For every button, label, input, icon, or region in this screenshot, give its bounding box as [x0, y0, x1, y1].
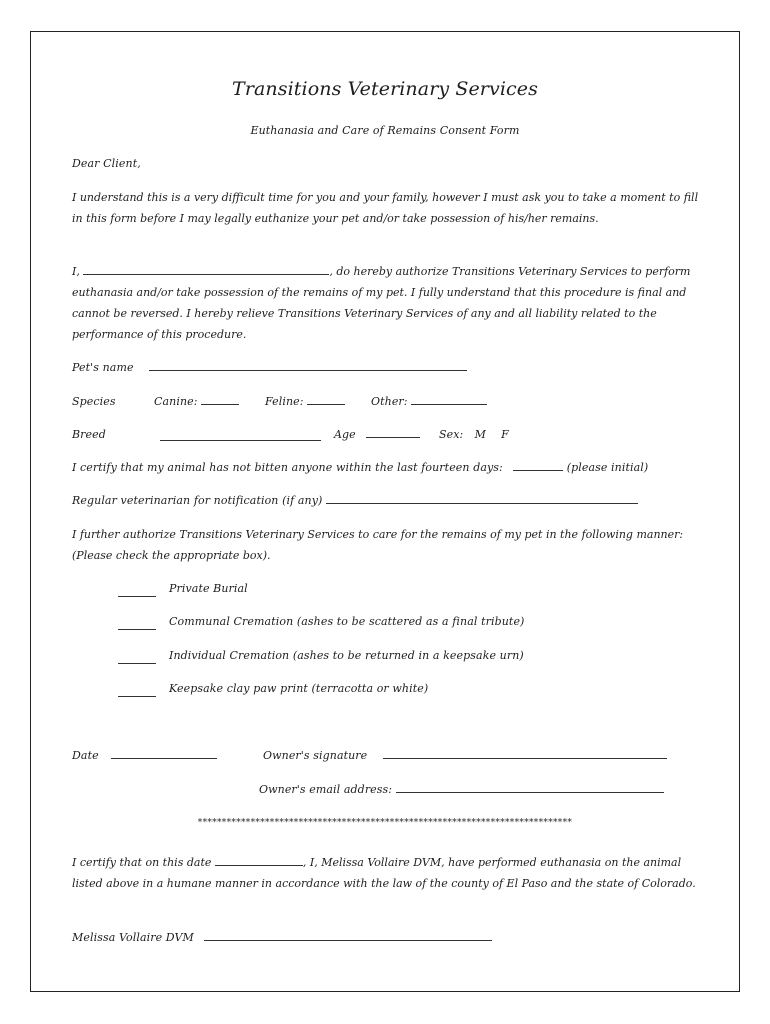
option-label-communal-cremation: Communal Cremation (ashes to be scattered as a final tribute) — [169, 615, 525, 628]
option-label-paw-print: Keepsake clay paw print (terracotta or white) — [169, 682, 429, 695]
other-field[interactable] — [411, 395, 487, 405]
vet-certify-prefix: I certify that on this date — [72, 856, 212, 869]
greeting: Dear Client, — [72, 157, 141, 170]
form-title: Transitions Veterinary Services — [232, 78, 538, 100]
pets-name-row — [72, 361, 467, 374]
date-field[interactable] — [111, 749, 217, 759]
option-label-private-burial: Private Burial — [169, 582, 248, 595]
option-label-individual-cremation: Individual Cremation (ashes to be returned in a keepsake urn) — [169, 649, 524, 662]
euthanasia-date-field[interactable] — [215, 856, 303, 866]
owner-email-label: Owner's email address: — [259, 783, 393, 796]
owner-signature-row — [263, 749, 667, 762]
bite-certification-row — [72, 461, 648, 474]
sex-option-m[interactable]: M — [474, 428, 486, 441]
pets-name-label: Pet's name — [72, 361, 134, 374]
option-checkbox-individual-cremation[interactable] — [118, 654, 156, 664]
regular-vet-field[interactable] — [326, 494, 638, 504]
form-subtitle: Euthanasia and Care of Remains Consent Form — [250, 124, 520, 137]
option-checkbox-communal-cremation[interactable] — [118, 620, 156, 630]
breed-label: Breed — [72, 428, 106, 441]
feline-row — [265, 395, 345, 408]
canine-row — [154, 395, 239, 408]
other-row — [371, 395, 487, 408]
authorization-prefix: I, — [72, 265, 80, 278]
remains-intro-paragraph: I further authorize Transitions Veterinary Services to care for the remains of my pet in the following manner: (Please check the appropriate box). — [72, 528, 684, 562]
breed-field[interactable] — [160, 431, 321, 441]
sex-label: Sex: — [439, 428, 464, 441]
consent-form-page — [30, 31, 740, 992]
owner-email-row — [259, 783, 664, 796]
owner-signature-label: Owner's signature — [263, 749, 368, 762]
owner-email-field[interactable] — [396, 783, 664, 793]
other-label: Other: — [371, 395, 408, 408]
authorization-paragraph — [72, 261, 712, 345]
vet-certify-text: , I, Melissa Vollaire DVM, have performed euthanasia on the animal listed above in a humane manner in accordance with the law of the county of El Paso and the state of Colorado. — [72, 856, 696, 890]
pets-name-field[interactable] — [149, 361, 467, 371]
feline-field[interactable] — [307, 395, 345, 405]
species-label: Species — [72, 395, 116, 408]
age-row — [334, 428, 420, 441]
intro-paragraph: I understand this is a very difficult time for you and your family, however I must ask you to take a moment to fill in this form before I may legally euthanize your pet and/or take possession of his/her remains. — [72, 191, 699, 225]
regular-vet-label: Regular veterinarian for notification (if any) — [72, 494, 323, 507]
sex-row — [439, 428, 509, 441]
date-row — [72, 749, 217, 762]
vet-signature-row — [72, 931, 492, 944]
regular-vet-row — [72, 494, 638, 507]
option-checkbox-paw-print[interactable] — [118, 687, 156, 697]
bite-initial-field[interactable] — [513, 461, 563, 471]
feline-label: Feline: — [265, 395, 304, 408]
bite-certification-suffix: (please initial) — [566, 461, 649, 474]
vet-signature-label: Melissa Vollaire DVM — [72, 931, 194, 944]
option-checkbox-private-burial[interactable] — [118, 587, 156, 597]
vet-certification-paragraph — [72, 852, 708, 894]
client-name-field[interactable] — [83, 265, 329, 275]
sex-option-f[interactable]: F — [501, 428, 509, 441]
canine-field[interactable] — [201, 395, 239, 405]
authorization-text: , do hereby authorize Transitions Veterinary Services to perform euthanasia and/or take possession of the remains of my pet. I fully understand that this procedure is final and cannot be reversed. I hereby relieve Transitions Veterinary Services of any and all liability related to the performance of this procedure. — [72, 265, 691, 341]
age-label: Age — [334, 428, 356, 441]
bite-certification-text: I certify that my animal has not bitten anyone within the last fourteen days: — [72, 461, 503, 474]
section-separator: ****************************************************************************** — [197, 818, 573, 828]
date-label: Date — [72, 749, 99, 762]
canine-label: Canine: — [154, 395, 198, 408]
age-field[interactable] — [366, 428, 420, 438]
vet-signature-field[interactable] — [204, 931, 492, 941]
owner-signature-field[interactable] — [383, 749, 667, 759]
